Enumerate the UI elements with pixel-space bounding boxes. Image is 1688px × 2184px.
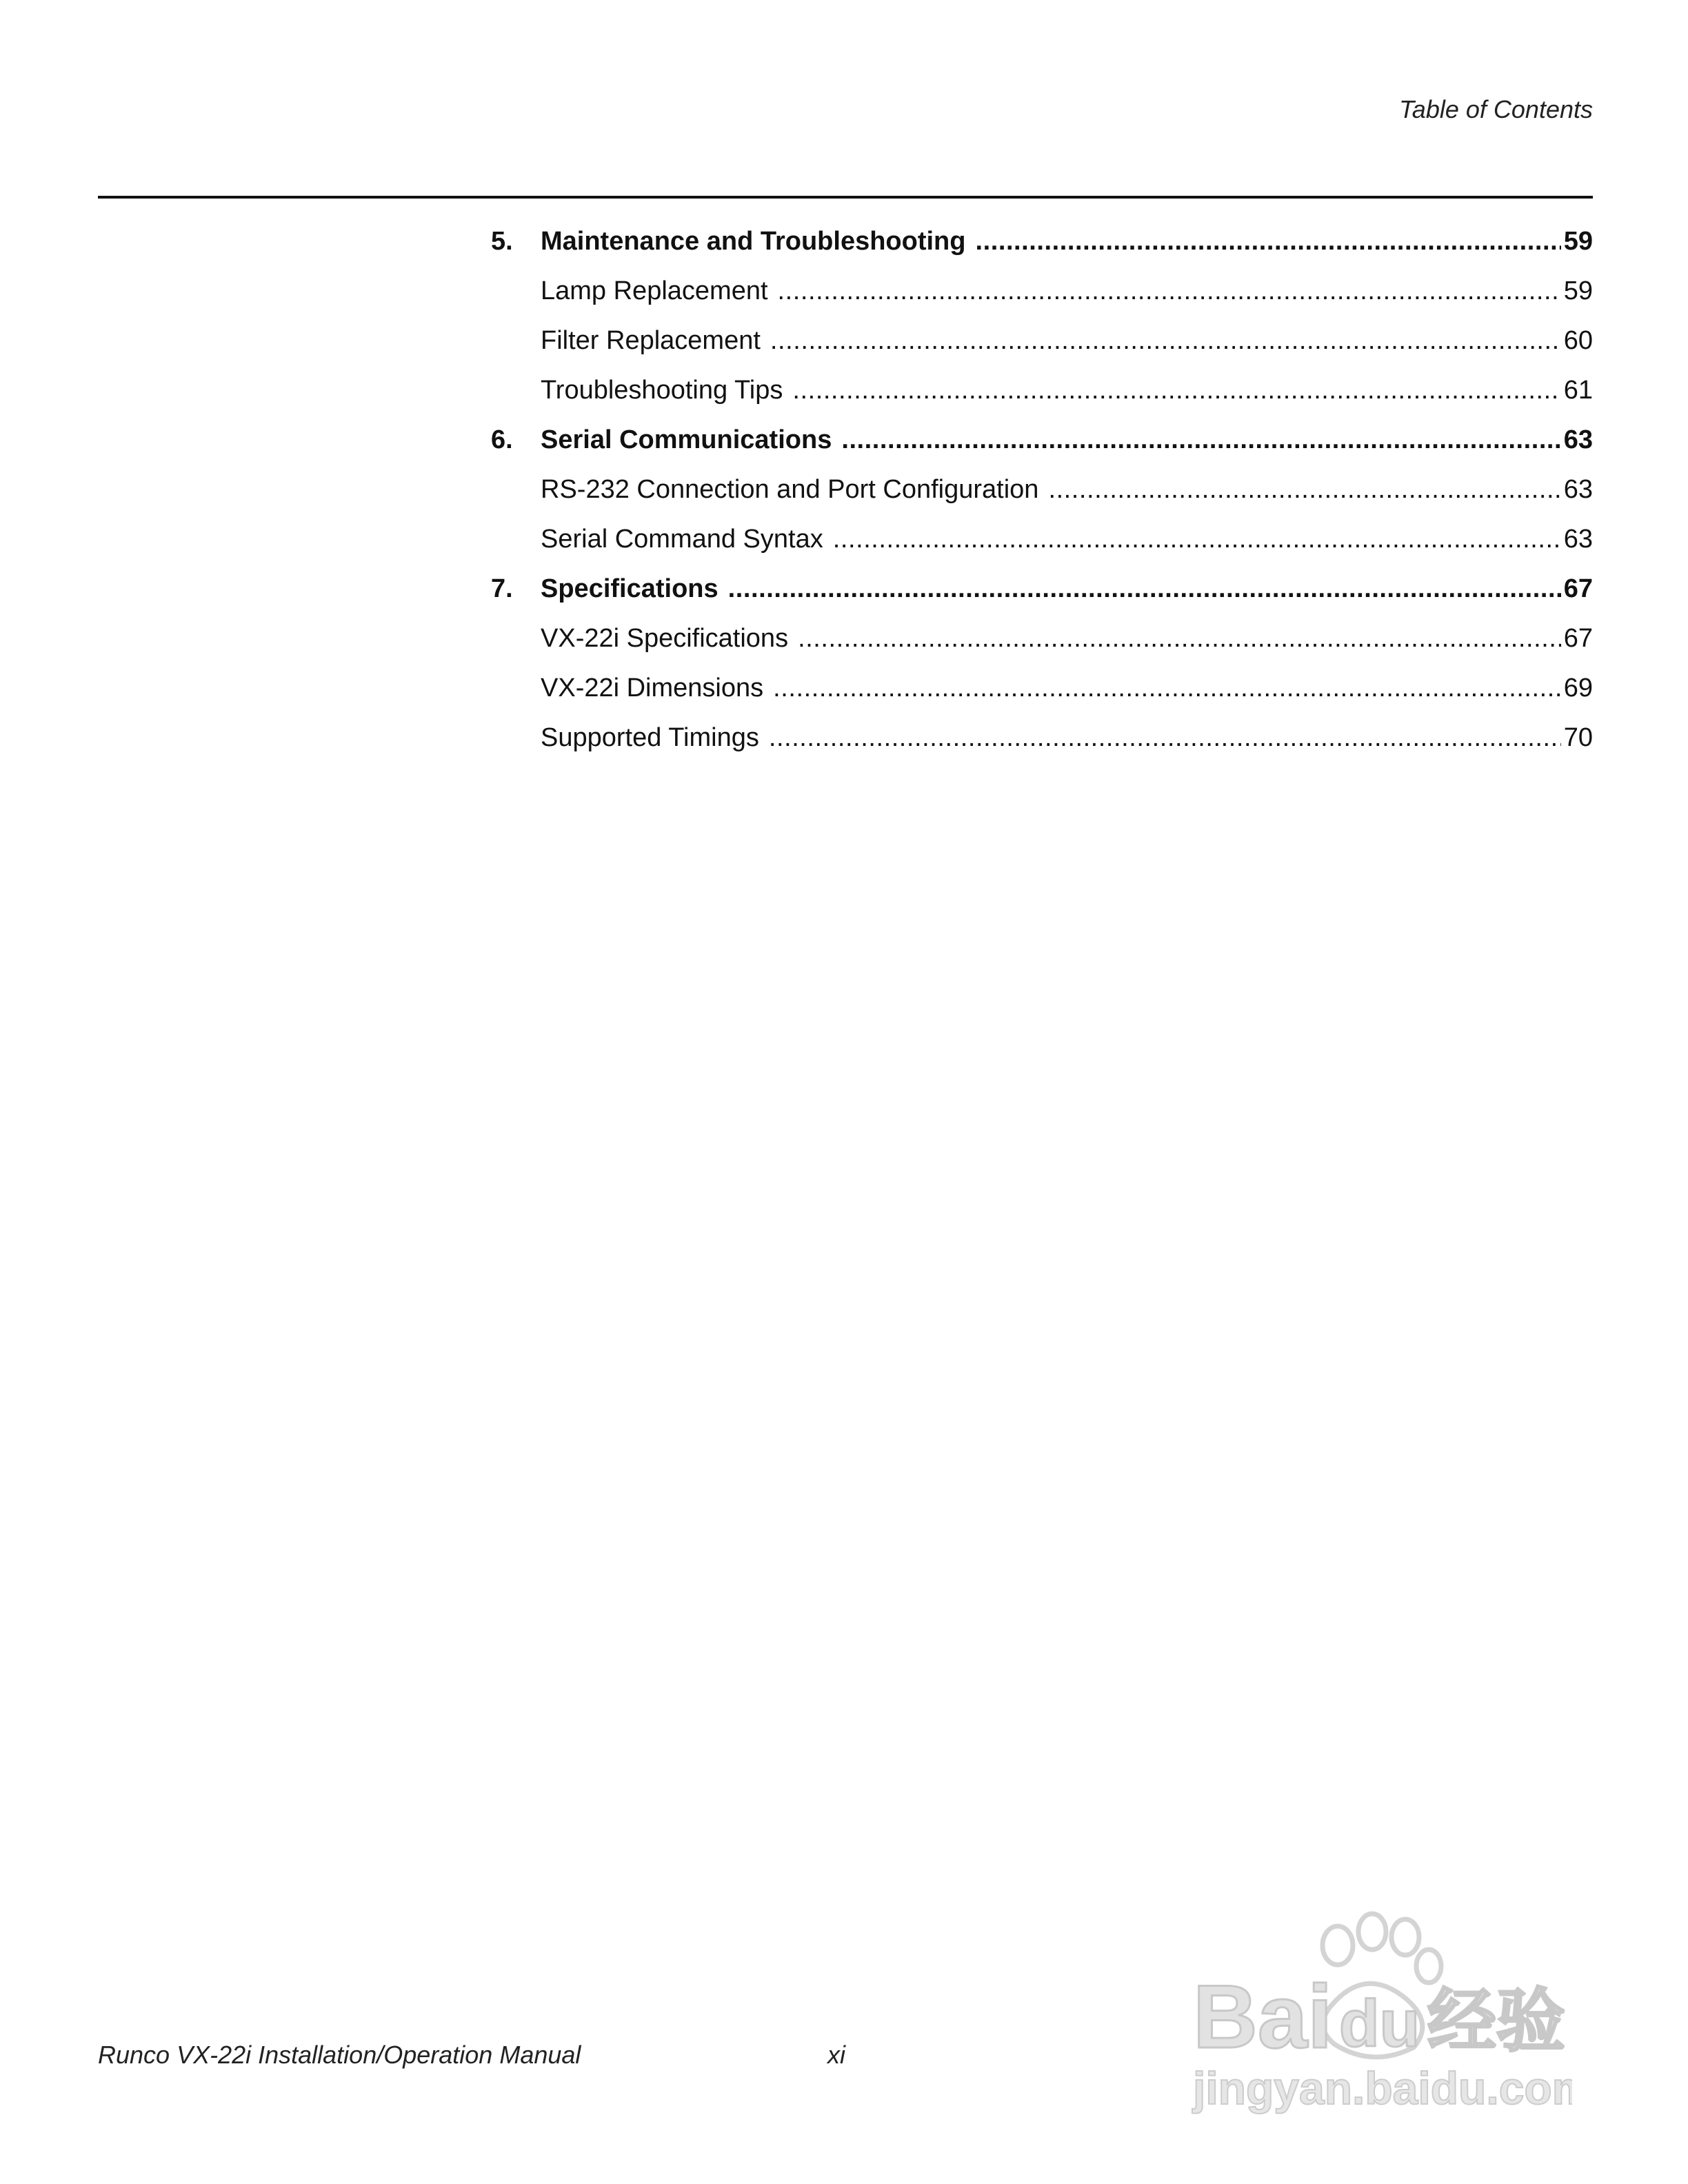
toc-page: 70 xyxy=(1561,713,1593,762)
paw-print-icon xyxy=(1186,1910,1572,2116)
svg-text:du: du xyxy=(1339,1987,1420,2061)
toc-page: 59 xyxy=(1561,216,1593,266)
toc-title: Specifications xyxy=(541,564,728,614)
toc-section-vx22i-dimensions[interactable] xyxy=(491,663,1593,713)
toc-number: 5. xyxy=(491,227,513,256)
toc-chapter-5[interactable] xyxy=(491,216,1593,266)
toc-section-serial-command-syntax[interactable] xyxy=(491,514,1593,564)
toc-page: 63 xyxy=(1561,465,1593,514)
toc-section-supported-timings[interactable] xyxy=(491,713,1593,762)
svg-text:经验: 经验 xyxy=(1427,1981,1565,2061)
toc-page: 69 xyxy=(1561,663,1593,713)
svg-text:jingyan.baidu.com: jingyan.baidu.com xyxy=(1193,2063,1572,2114)
dot-leader xyxy=(778,266,1561,316)
table-of-contents xyxy=(491,216,1593,762)
toc-number: 6. xyxy=(491,425,513,454)
baidu-watermark-logo xyxy=(1186,1910,1572,2116)
header-rule xyxy=(98,196,1593,199)
toc-page: 63 xyxy=(1561,514,1593,564)
dot-leader xyxy=(773,663,1561,713)
toc-title: Filter Replacement xyxy=(541,316,770,365)
dot-leader xyxy=(841,415,1560,465)
toc-title: Troubleshooting Tips xyxy=(541,365,792,415)
dot-leader xyxy=(770,316,1561,365)
toc-section-troubleshooting-tips[interactable] xyxy=(491,365,1593,415)
dot-leader xyxy=(975,216,1560,266)
dot-leader xyxy=(728,564,1561,614)
toc-page: 59 xyxy=(1561,266,1593,316)
toc-section-lamp-replacement[interactable] xyxy=(491,266,1593,316)
toc-title: VX-22i Specifications xyxy=(541,614,798,663)
toc-title: RS-232 Connection and Port Configuration xyxy=(541,465,1048,514)
dot-leader xyxy=(833,514,1561,564)
toc-page: 60 xyxy=(1561,316,1593,365)
toc-section-vx22i-specifications[interactable] xyxy=(491,614,1593,663)
dot-leader xyxy=(792,365,1560,415)
toc-section-filter-replacement[interactable] xyxy=(491,316,1593,365)
toc-title: Maintenance and Troubleshooting xyxy=(541,216,975,266)
footer-manual-title: Runco VX-22i Installation/Operation Manual xyxy=(98,2041,581,2069)
page-header-title: Table of Contents xyxy=(1399,95,1593,123)
footer-page-number: xi xyxy=(827,2041,845,2069)
toc-title: Lamp Replacement xyxy=(541,266,778,316)
toc-title: Serial Communications xyxy=(541,415,841,465)
toc-page: 67 xyxy=(1561,564,1593,614)
svg-text:Bai: Bai xyxy=(1193,1966,1333,2067)
toc-title: Supported Timings xyxy=(541,713,769,762)
toc-chapter-7[interactable] xyxy=(491,564,1593,614)
toc-chapter-6[interactable] xyxy=(491,415,1593,465)
toc-page: 67 xyxy=(1561,614,1593,663)
toc-title: Serial Command Syntax xyxy=(541,514,833,564)
dot-leader xyxy=(1048,465,1560,514)
toc-page: 63 xyxy=(1561,415,1593,465)
toc-title: VX-22i Dimensions xyxy=(541,663,773,713)
toc-number: 7. xyxy=(491,574,513,603)
toc-page: 61 xyxy=(1561,365,1593,415)
dot-leader xyxy=(798,614,1561,663)
dot-leader xyxy=(769,713,1561,762)
toc-section-rs232-connection[interactable] xyxy=(491,465,1593,514)
